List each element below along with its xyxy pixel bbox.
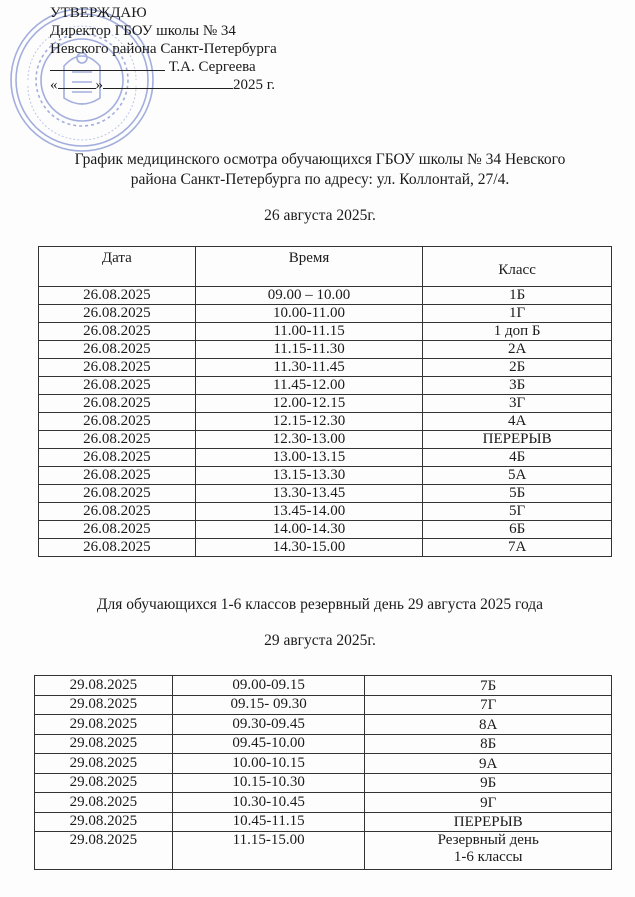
cell-class: ПЕРЕРЫВ [365, 812, 612, 832]
table-row [35, 734, 612, 754]
cell-date: 26.08.2025 [39, 395, 196, 413]
cell-date: 26.08.2025 [39, 485, 196, 503]
title-line1: График медицинского осмотра обучающихся ГБОУ школы № 34 Невского [74, 151, 566, 168]
approval-block [50, 4, 277, 94]
cell-date: 29.08.2025 [35, 793, 173, 813]
cell-time: 11.15-15.00 [172, 832, 365, 870]
cell-class: 7А [423, 539, 612, 557]
table-header-row [39, 247, 612, 287]
cell-time: 14.30-15.00 [195, 539, 423, 557]
date-open-quote: « [50, 77, 58, 93]
cell-class: 1Б [423, 287, 612, 305]
signatory-name: Т.А. Сергеева [168, 59, 256, 75]
cell-date: 29.08.2025 [35, 832, 173, 870]
approval-position-line2: Невского района Санкт-Петербурга [50, 41, 277, 57]
cell-class: 9Г [365, 793, 612, 813]
cell-time: 10.15-10.30 [172, 773, 365, 793]
cell-time: 13.30-13.45 [195, 485, 423, 503]
cell-date: 29.08.2025 [35, 754, 173, 774]
cell-class: 8Б [365, 734, 612, 754]
cell-class: ПЕРЕРЫВ [423, 431, 612, 449]
table-row [39, 503, 612, 521]
day2-heading: 29 августа 2025г. [264, 632, 376, 649]
cell-class: 3Г [423, 395, 612, 413]
cell-date: 26.08.2025 [39, 377, 196, 395]
cell-date: 29.08.2025 [35, 773, 173, 793]
cell-class: 2Б [423, 359, 612, 377]
table-row [35, 832, 612, 870]
cell-class: 7Б [365, 676, 612, 696]
table-row [35, 773, 612, 793]
approval-position-line1: Директор ГБОУ школы № 34 [50, 23, 236, 39]
table-row [39, 413, 612, 431]
table-row [35, 695, 612, 715]
cell-date: 26.08.2025 [39, 467, 196, 485]
table-row [35, 676, 612, 696]
cell-date: 26.08.2025 [39, 323, 196, 341]
cell-class: 7Г [365, 695, 612, 715]
table-row [35, 754, 612, 774]
cell-date: 29.08.2025 [35, 734, 173, 754]
table-row [39, 485, 612, 503]
cell-time: 10.45-11.15 [172, 812, 365, 832]
table-row [39, 539, 612, 557]
cell-time: 09.00-09.15 [172, 676, 365, 696]
cell-class: 5А [423, 467, 612, 485]
table-row [39, 449, 612, 467]
cell-time: 13.00-13.15 [195, 449, 423, 467]
title-line2: района Санкт-Петербурга по адресу: ул. Коллонтай, 27/4. [130, 171, 510, 188]
cell-time: 12.30-13.00 [195, 431, 423, 449]
cell-date: 29.08.2025 [35, 715, 173, 735]
cell-class: 1 доп Б [423, 323, 612, 341]
date-year: 2025 г. [233, 77, 275, 93]
cell-time: 10.00-10.15 [172, 754, 365, 774]
cell-date: 26.08.2025 [39, 521, 196, 539]
date-close-quote: » [95, 77, 103, 93]
cell-date: 26.08.2025 [39, 539, 196, 557]
cell-time: 13.45-14.00 [195, 503, 423, 521]
table-row [35, 812, 612, 832]
cell-class: 4А [423, 413, 612, 431]
cell-class: 8А [365, 715, 612, 735]
header-date: Дата [39, 247, 196, 287]
cell-date: 26.08.2025 [39, 305, 196, 323]
table-row [35, 793, 612, 813]
cell-time: 09.15- 09.30 [172, 695, 365, 715]
date-day-blank [58, 76, 96, 89]
cell-time: 09.00 – 10.00 [195, 287, 423, 305]
table-row [39, 521, 612, 539]
cell-class: 5Г [423, 503, 612, 521]
table-row [39, 467, 612, 485]
table-row [39, 305, 612, 323]
cell-time: 09.30-09.45 [172, 715, 365, 735]
cell-time: 11.45-12.00 [195, 377, 423, 395]
header-time: Время [195, 247, 423, 287]
signature-row [50, 58, 277, 76]
cell-class: 3Б [423, 377, 612, 395]
table-row [39, 431, 612, 449]
cell-date: 26.08.2025 [39, 413, 196, 431]
table-row [39, 287, 612, 305]
cell-time: 14.00-14.30 [195, 521, 423, 539]
cell-date: 29.08.2025 [35, 676, 173, 696]
schedule-table-day1 [38, 246, 612, 557]
day1-heading: 26 августа 2025г. [264, 207, 376, 224]
cell-date: 26.08.2025 [39, 341, 196, 359]
header-class: Класс [423, 247, 612, 287]
cell-time: 10.00-11.00 [195, 305, 423, 323]
cell-time: 12.00-12.15 [195, 395, 423, 413]
cell-date: 29.08.2025 [35, 695, 173, 715]
cell-date: 26.08.2025 [39, 503, 196, 521]
date-month-blank [103, 76, 233, 89]
table-row [39, 377, 612, 395]
cell-time: 09.45-10.00 [172, 734, 365, 754]
table-row [39, 395, 612, 413]
cell-class: 9А [365, 754, 612, 774]
document-title [20, 150, 620, 190]
approval-heading: УТВЕРЖДАЮ [50, 5, 147, 21]
reserve-day-note: Для обучающихся 1-6 классов резервный день 29 августа 2025 года [96, 596, 544, 613]
cell-time: 10.30-10.45 [172, 793, 365, 813]
cell-time: 13.15-13.30 [195, 467, 423, 485]
table-row [39, 323, 612, 341]
cell-class: 1Г [423, 305, 612, 323]
approval-date-row [50, 76, 277, 94]
table-row [39, 341, 612, 359]
cell-time: 11.15-11.30 [195, 341, 423, 359]
cell-class: 9Б [365, 773, 612, 793]
cell-date: 29.08.2025 [35, 812, 173, 832]
signature-line [50, 58, 165, 71]
cell-date: 26.08.2025 [39, 431, 196, 449]
schedule-table-day2 [34, 675, 612, 870]
cell-time: 11.30-11.45 [195, 359, 423, 377]
cell-date: 26.08.2025 [39, 359, 196, 377]
cell-time: 12.15-12.30 [195, 413, 423, 431]
table-row [35, 715, 612, 735]
cell-class: Резервный день 1-6 классы [365, 832, 612, 870]
cell-date: 26.08.2025 [39, 449, 196, 467]
cell-date: 26.08.2025 [39, 287, 196, 305]
cell-class: 5Б [423, 485, 612, 503]
cell-class: 2А [423, 341, 612, 359]
cell-class: 6Б [423, 521, 612, 539]
table-row [39, 359, 612, 377]
cell-class: 4Б [423, 449, 612, 467]
cell-time: 11.00-11.15 [195, 323, 423, 341]
